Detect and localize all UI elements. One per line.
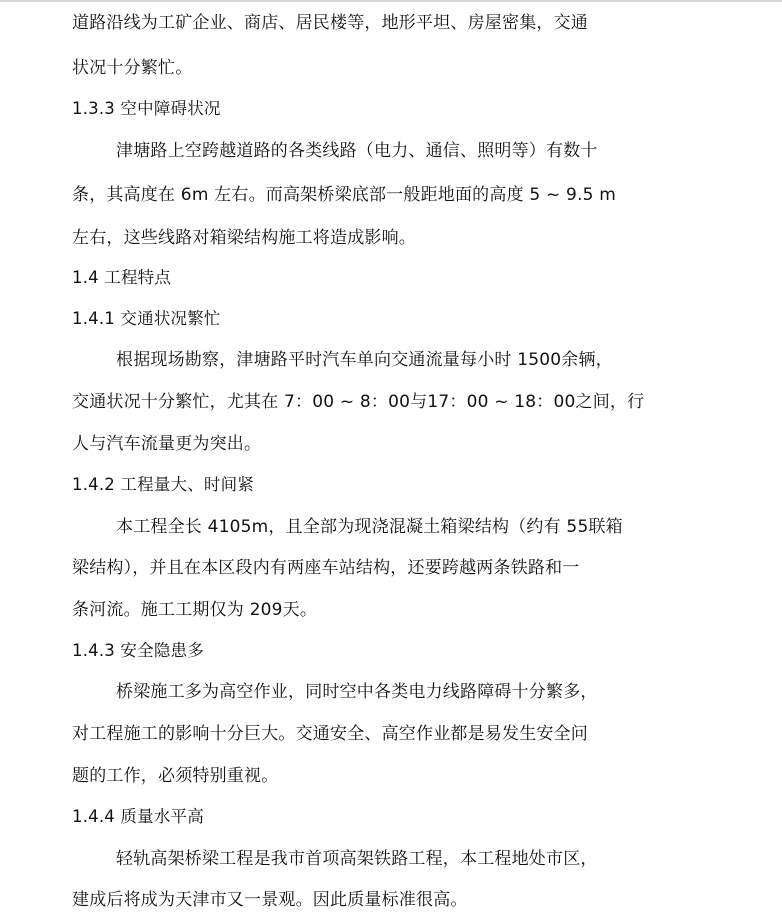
- text-line-21: 轻轨高架桥梁工程是我市首项高架铁路工程，本工程地处市区，: [116, 849, 598, 869]
- section-heading-1-4: 1.4 工程特点: [72, 268, 172, 287]
- text-line-14: 梁结构），并且在本区段内有两座车站结构，还要跨越两条铁路和一: [72, 558, 580, 578]
- text-line-18: 对工程施工的影响十分巨大。交通安全、高空作业都是易发生安全问: [72, 724, 588, 744]
- text-line-1: 道路沿线为工矿企业、商店、居民楼等，地形平坦、房屋密集，交通: [72, 13, 588, 33]
- text-line-2: 状况十分繁忙。: [72, 58, 193, 78]
- text-line-10: 交通状况十分繁忙，尤其在 7：00 ~ 8：00与17：00 ~ 18：00之间，行: [72, 392, 645, 412]
- text-line-9: 根据现场勘察，津塘路平时汽车单向交通流量每小时 1500余辆，: [116, 350, 613, 370]
- section-heading-1-4-4: 1.4.4 质量水平高: [72, 807, 204, 826]
- text-line-13: 本工程全长 4105m，且全部为现浇混凝土箱梁结构（约有 55联箱: [116, 517, 623, 537]
- text-line-11: 人与汽车流量更为突出。: [72, 434, 262, 454]
- text-line-6: 左右，这些线路对箱梁结构施工将造成影响。: [72, 228, 416, 248]
- text-line-22: 建成后将成为天津市又一景观。因此质量标准很高。: [72, 890, 468, 910]
- text-line-4: 津塘路上空跨越道路的各类线路（电力、通信、照明等）有数十: [116, 141, 598, 161]
- text-line-17: 桥梁施工多为高空作业，同时空中各类电力线路障碍十分繁多，: [116, 682, 598, 702]
- section-heading-1-4-2: 1.4.2 工程量大、时间紧: [72, 475, 255, 494]
- section-heading-1-3-3: 1.3.3 空中障碍状况: [72, 99, 221, 118]
- text-line-15: 条河流。施工工期仅为 209天。: [72, 600, 318, 620]
- text-line-5: 条，其高度在 6m 左右。而高架桥梁底部一般距地面的高度 5 ~ 9.5 m: [72, 185, 617, 205]
- text-line-19: 题的工作，必须特别重视。: [72, 766, 279, 786]
- section-heading-1-4-1: 1.4.1 交通状况繁忙: [72, 309, 221, 328]
- section-heading-1-4-3: 1.4.3 安全隐患多: [72, 641, 204, 660]
